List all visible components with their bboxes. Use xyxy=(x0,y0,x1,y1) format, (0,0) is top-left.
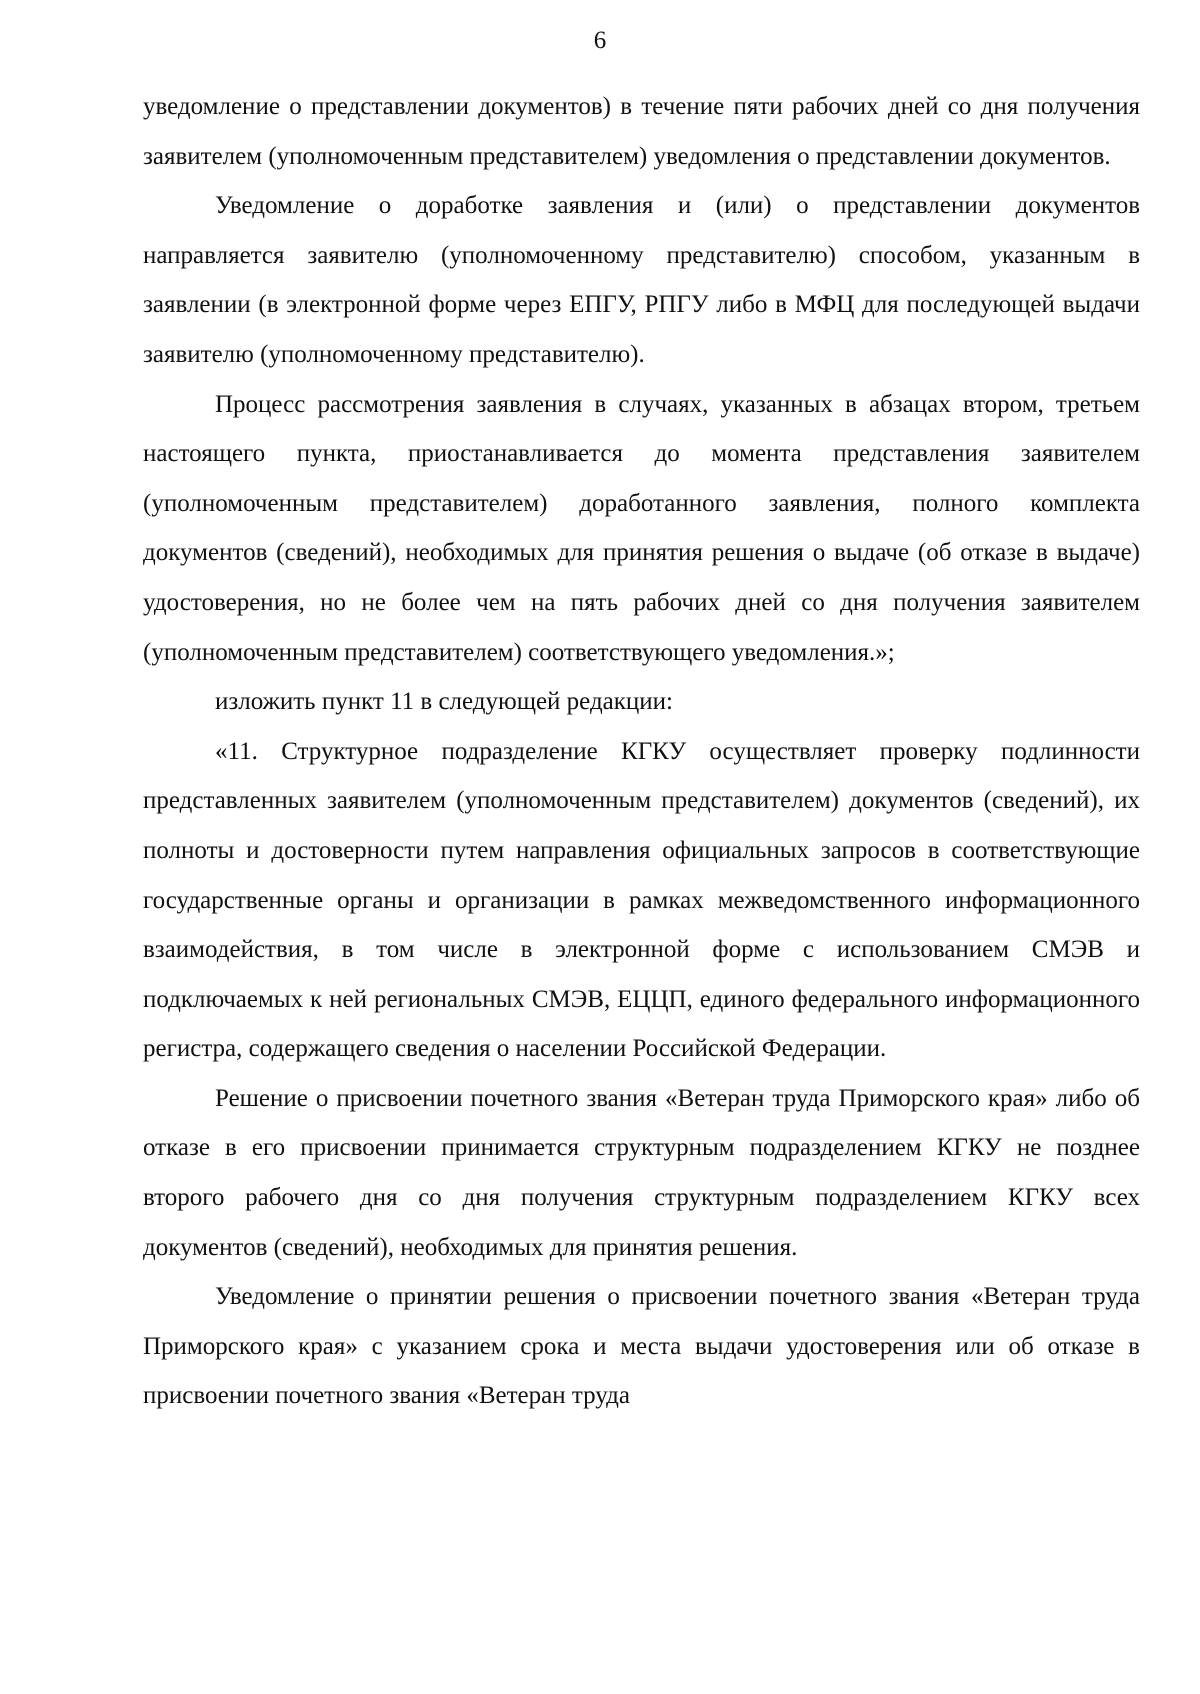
page-number: 6 xyxy=(593,27,607,54)
paragraph-notice-delivery: Уведомление о доработке заявления и (или) о представлении документов направляется заявителю (уполномоченному представителю) способом, указанным в заявлении (в электронной форме через ЕПГУ, РПГУ либо в МФЦ для последующей выдачи заявителю (уполномоченному представителю). xyxy=(143,192,1140,368)
paragraph-amendment-instruction: изложить пункт 11 в следующей редакции: xyxy=(215,688,673,716)
paragraph-decision-notice: Уведомление о принятии решения о присвоении почетного звания «Ветеран труда Приморского края» с указанием срока и места выдачи удостоверения или об отказе в присвоении почетного звания «Ветеран труда xyxy=(143,1283,1140,1410)
paragraph-process-suspension: Процесс рассмотрения заявления в случаях, указанных в абзацах втором, третьем настоящего пункта, приостанавливается до момента представления заявителем (уполномоченным представителем) доработанного заявления, полного комплекта документов (сведений), необходимых для принятия решения о выдаче (об отказе в выдаче) удостоверения, но не более чем на пять рабочих дней со дня получения заявителем (уполномоченным представителем) соответствующего уведомления.»; xyxy=(143,390,1140,666)
paragraph-item-11: «11. Структурное подразделение КГКУ осуществляет проверку подлинности представленных заявителем (уполномоченным представителем) документов (сведений), их полноты и достоверности путем направления официальных запросов в соответствующие государственные органы и организации в рамках межведомственного информационного взаимодействия, в том числе в электронной форме с использованием СМЭВ и подключаемых к ней региональных СМЭВ, ЕЦЦП, единого федерального информационного регистра, содержащего сведения о населении Российской Федерации. xyxy=(143,737,1140,1063)
paragraph-continuation: уведомление о представлении документов) в течение пяти рабочих дней со дня получения заявителем (уполномоченным представителем) уведомления о представлении документов. xyxy=(143,93,1140,170)
document-body xyxy=(143,82,1140,1421)
paragraph-decision: Решение о присвоении почетного звания «Ветеран труда Приморского края» либо об отказе в его присвоении принимается структурным подразделением КГКУ не позднее второго рабочего дня со дня получения структурным подразделением КГКУ всех документов (сведений), необходимых для принятия решения. xyxy=(143,1084,1140,1261)
